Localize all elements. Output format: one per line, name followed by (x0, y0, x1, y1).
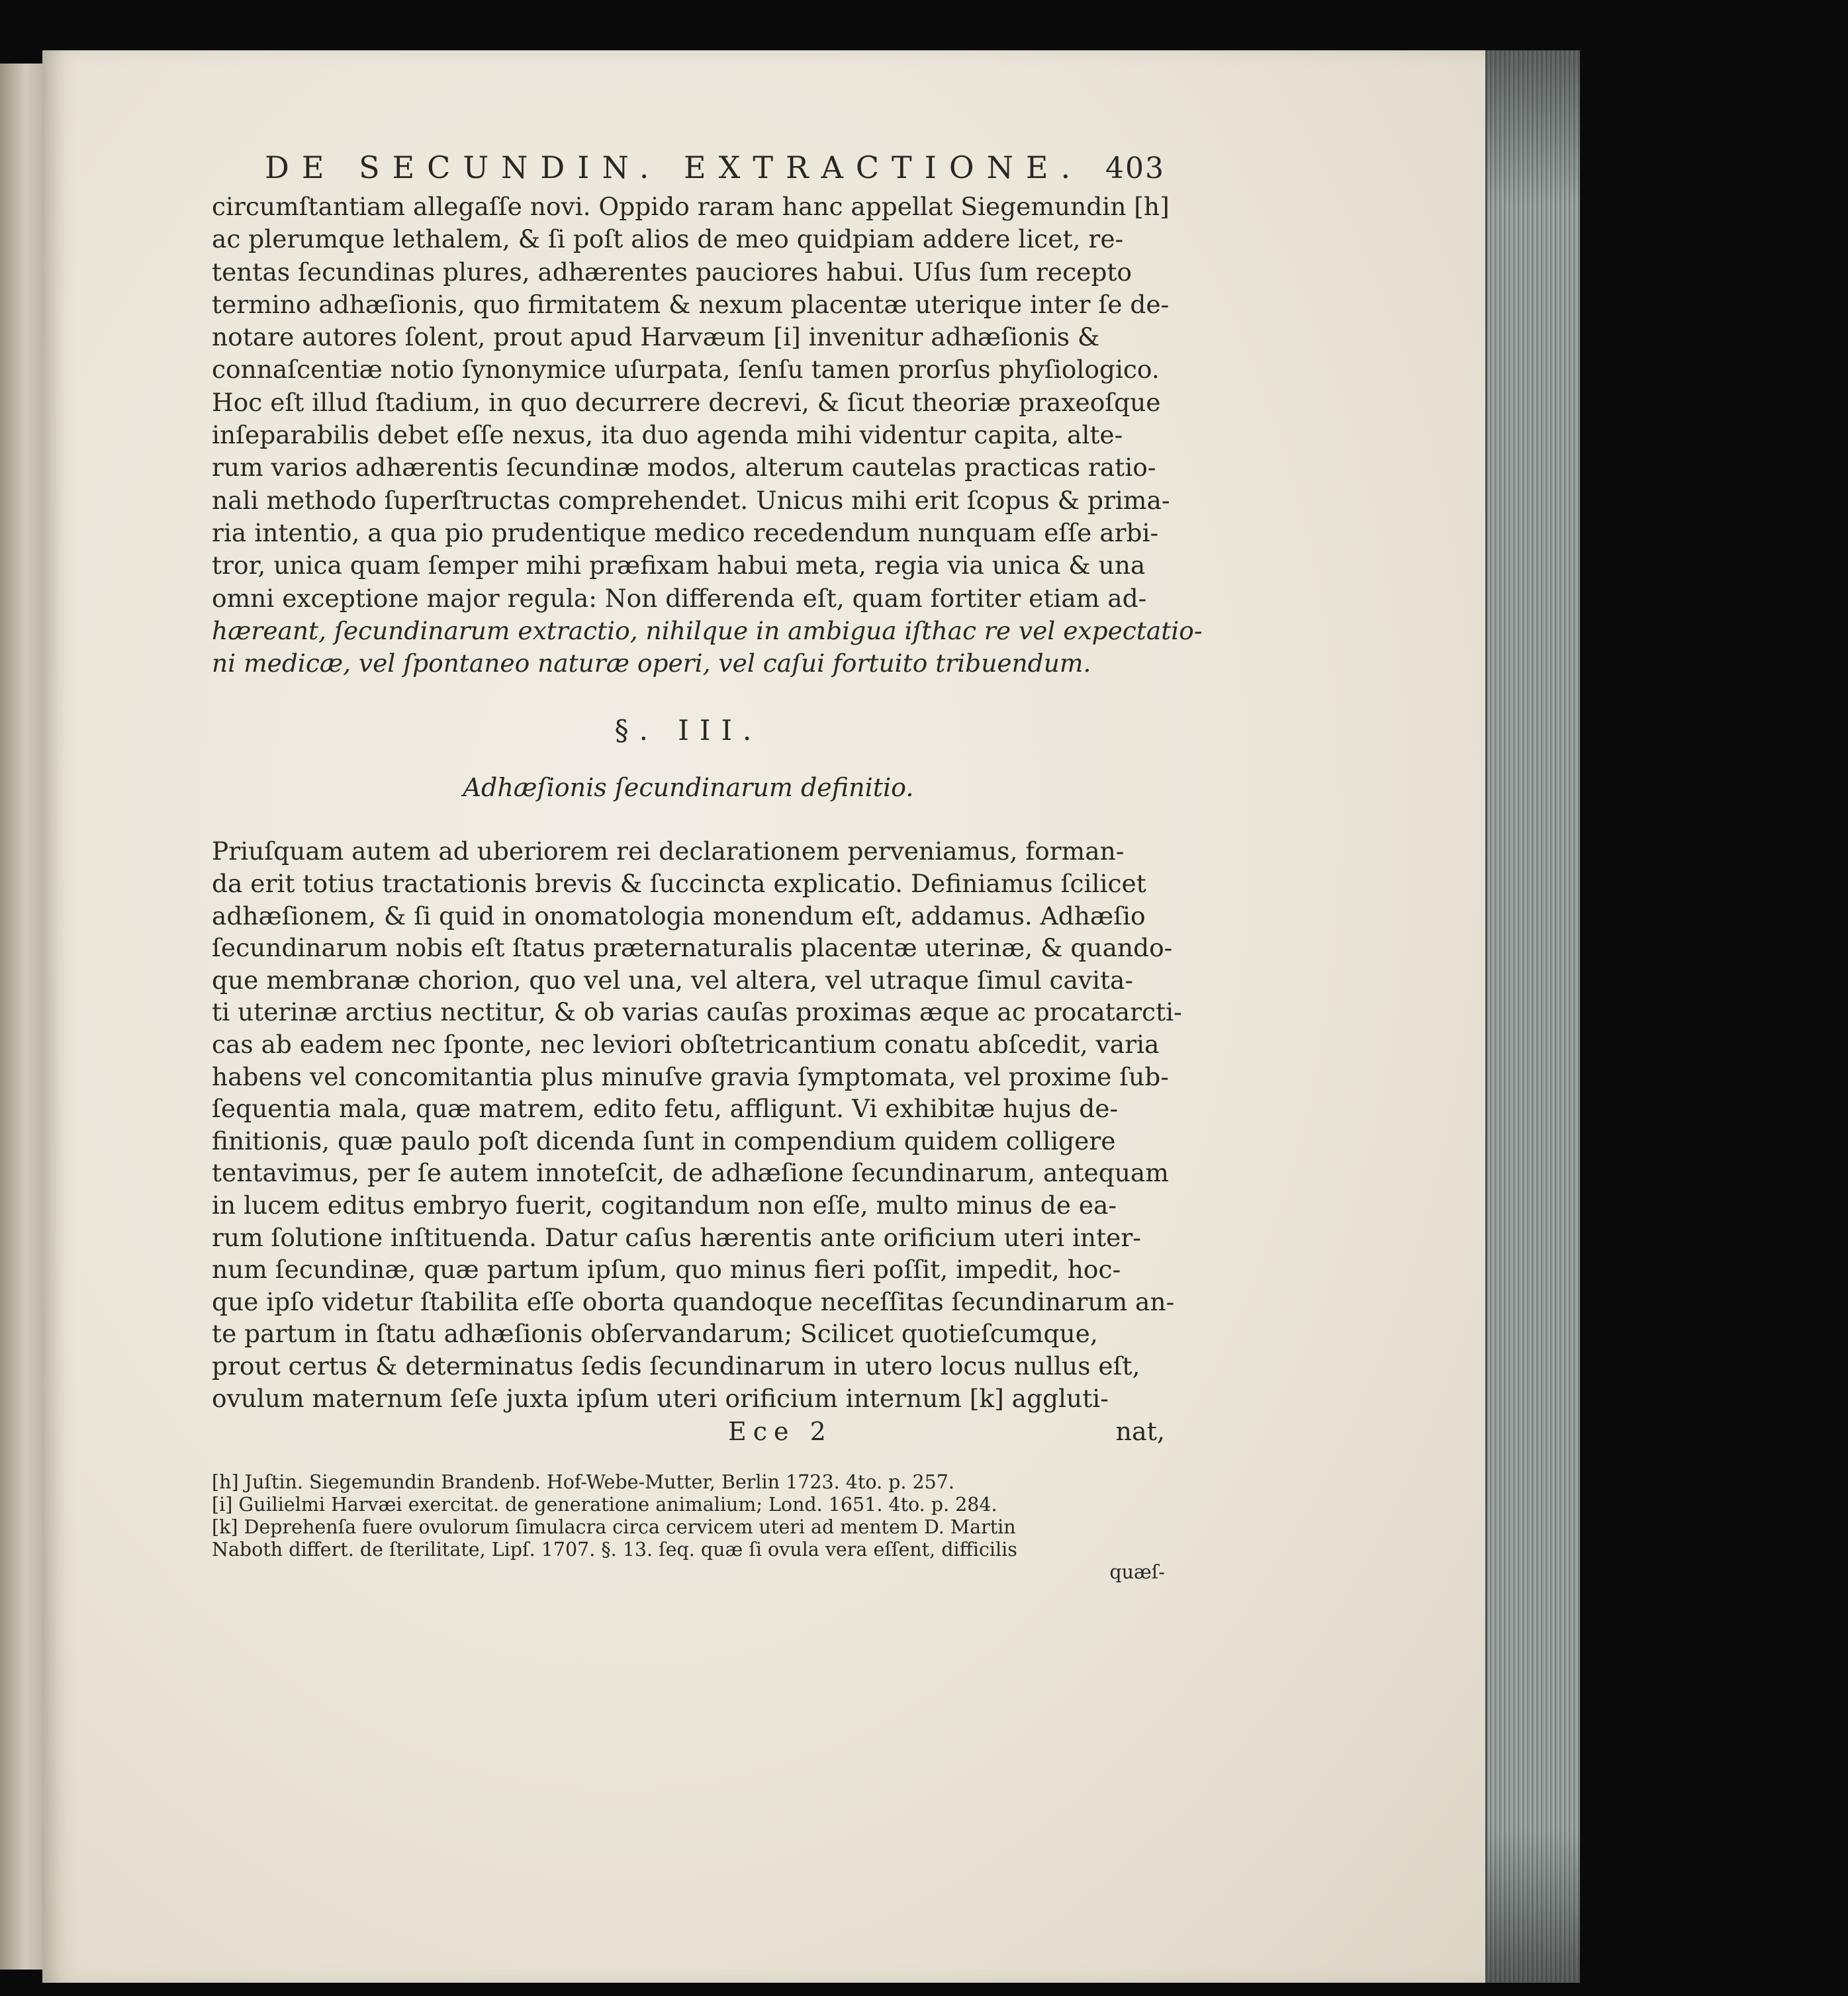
paragraph-2 (212, 835, 1182, 1414)
footnote-k: [k] Deprehenſa fuere ovulorum ſimulacra circa cervicem uteri ad mentem D. Martin (212, 1516, 1016, 1539)
text-line: rum varios adhærentis ſecundinæ modos, alterum cautelas practicas ratio- (212, 453, 1156, 482)
text-line: inſeparabilis debet eſſe nexus, ita duo agenda mihi videntur capita, alte- (212, 420, 1123, 450)
text-line: ac plerumque lethalem, & ſi poſt alios de meo quidpiam addere licet, re- (212, 224, 1124, 254)
text-line: rum ſolutione inſtituenda. Datur caſus hærentis ante orificium uteri inter- (212, 1222, 1141, 1252)
page-fore-edge (1485, 50, 1580, 1983)
paragraph-1 (212, 191, 1203, 680)
text-line: ni medicæ, vel ſpontaneo naturæ operi, vel caſui fortuito tribuendum. (212, 649, 1091, 678)
running-head (265, 150, 1165, 185)
text-line: ria intentio, a qua pio prudentique medico recedendum nunquam eſſe arbi- (212, 518, 1159, 547)
footnote-h: [h] Juſtin. Siegemundin Brandenb. Hof-Webe-Mutter, Berlin 1723. 4to. p. 257. (212, 1471, 954, 1494)
running-head-title: DE SECUNDIN. EXTRACTIONE. (265, 150, 1084, 185)
text-line: Priuſquam autem ad uberiorem rei declarationem perveniamus, forman- (212, 837, 1125, 866)
text-line: ti uterinæ arctius nectitur, & ob varias cauſas proximas æque ac procatarcti- (212, 997, 1182, 1027)
text-line: tentavimus, per ſe autem innoteſcit, de adhæſione ſecundinarum, antequam (212, 1158, 1169, 1188)
signature-line (212, 1417, 1165, 1446)
footnotes (212, 1471, 1165, 1584)
text-line: hæreant, ſecundinarum extractio, nihilque in ambigua iſthac re vel expectatio- (212, 615, 1203, 645)
left-page-edge (0, 64, 44, 1970)
text-line: te partum in ſtatu adhæſionis obſervandarum; Scilicet quotieſcumque, (212, 1319, 1098, 1349)
text-line: omni exceptione major regula: Non differenda eſt, quam fortiter etiam ad- (212, 583, 1147, 613)
text-line: da erit totius tractationis brevis & ſuccincta explicatio. Definiamus ſcilicet (212, 869, 1146, 899)
text-line: tror, unica quam ſemper mihi præfixam habui meta, regia via unica & una (212, 551, 1146, 580)
text-line: finitionis, quæ paulo poſt dicenda ſunt in compendium quidem colligere (212, 1126, 1116, 1156)
text-line: notare autores ſolent, prout apud Harvæum [i] invenitur adhæſionis & (212, 322, 1100, 352)
text-line: adhæſionem, & ſi quid in onomatologia monendum eſt, addamus. Adhæſio (212, 901, 1146, 930)
text-line: tentas ſecundinas plures, adhærentes pauciores habui. Uſus ſum recepto (212, 257, 1132, 287)
book-page (42, 50, 1485, 1983)
text-block (212, 150, 1203, 1584)
signature-mark: Ece 2 (728, 1417, 833, 1447)
catchword: nat, (1115, 1417, 1165, 1447)
text-line: ſequentia mala, quæ matrem, edito fetu, affligunt. Vi exhibitæ hujus de- (212, 1094, 1119, 1124)
text-line: habens vel concomitantia plus minuſve gravia ſymptomata, vel proxime ſub- (212, 1062, 1169, 1091)
text-line: ovulum maternum ſeſe juxta ipſum uteri orificium internum [k] aggluti- (212, 1383, 1109, 1413)
text-line: ſecundinarum nobis eſt ſtatus præternaturalis placentæ uterinæ, & quando- (212, 933, 1173, 963)
text-line: connaſcentiæ notio ſynonymice uſurpata, ſenſu tamen prorſus phyſiologico. (212, 355, 1160, 385)
text-line: que membranæ chorion, quo vel una, vel altera, vel utraque ſimul cavita- (212, 965, 1134, 995)
text-line: num ſecundinæ, quæ partum ipſum, quo minus fieri poſſit, impedit, hoc- (212, 1255, 1121, 1285)
text-line: que ipſo videtur ſtabilita eſſe oborta quandoque neceſſitas ſecundinarum an- (212, 1287, 1175, 1316)
text-line: nali methodo ſuperſtructas comprehendet. Unicus mihi erit ſcopus & prima- (212, 485, 1170, 515)
page-number: 403 (1105, 152, 1165, 185)
text-line: termino adhæſionis, quo firmitatem & nexum placentæ uterique inter ſe de- (212, 289, 1170, 319)
section-number: §. III. (614, 714, 762, 747)
text-line: Hoc eſt illud ſtadium, in quo decurrere decrevi, & ſicut theoriæ praxeoſque (212, 387, 1161, 417)
text-line: in lucem editus embryo fuerit, cogitandum non eſſe, multo minus de ea- (212, 1190, 1117, 1220)
footnote-catchword: quæſ- (1109, 1561, 1165, 1584)
text-line: cas ab eadem nec ſponte, nec leviori obſtetricantium conatu abſcedit, varia (212, 1030, 1160, 1060)
text-line: circumſtantiam allegaſſe novi. Oppido raram hanc appellat Siegemundin [h] (212, 192, 1170, 221)
footnote-i: [i] Guilielmi Harvæi exercitat. de generatione animalium; Lond. 1651. 4to. p. 284. (212, 1494, 997, 1516)
book-spread (0, 50, 1562, 1983)
text-line: prout certus & determinatus ſedis ſecundinarum in utero locus nullus eſt, (212, 1351, 1140, 1381)
section-title: Adhæſionis ſecundinarum definitio. (463, 773, 914, 803)
footnote-k-continued: Naboth differt. de ſterilitate, Lipſ. 1707. §. 13. ſeq. quæ ſi ovula vera eſſent, difficilis (212, 1539, 1017, 1561)
